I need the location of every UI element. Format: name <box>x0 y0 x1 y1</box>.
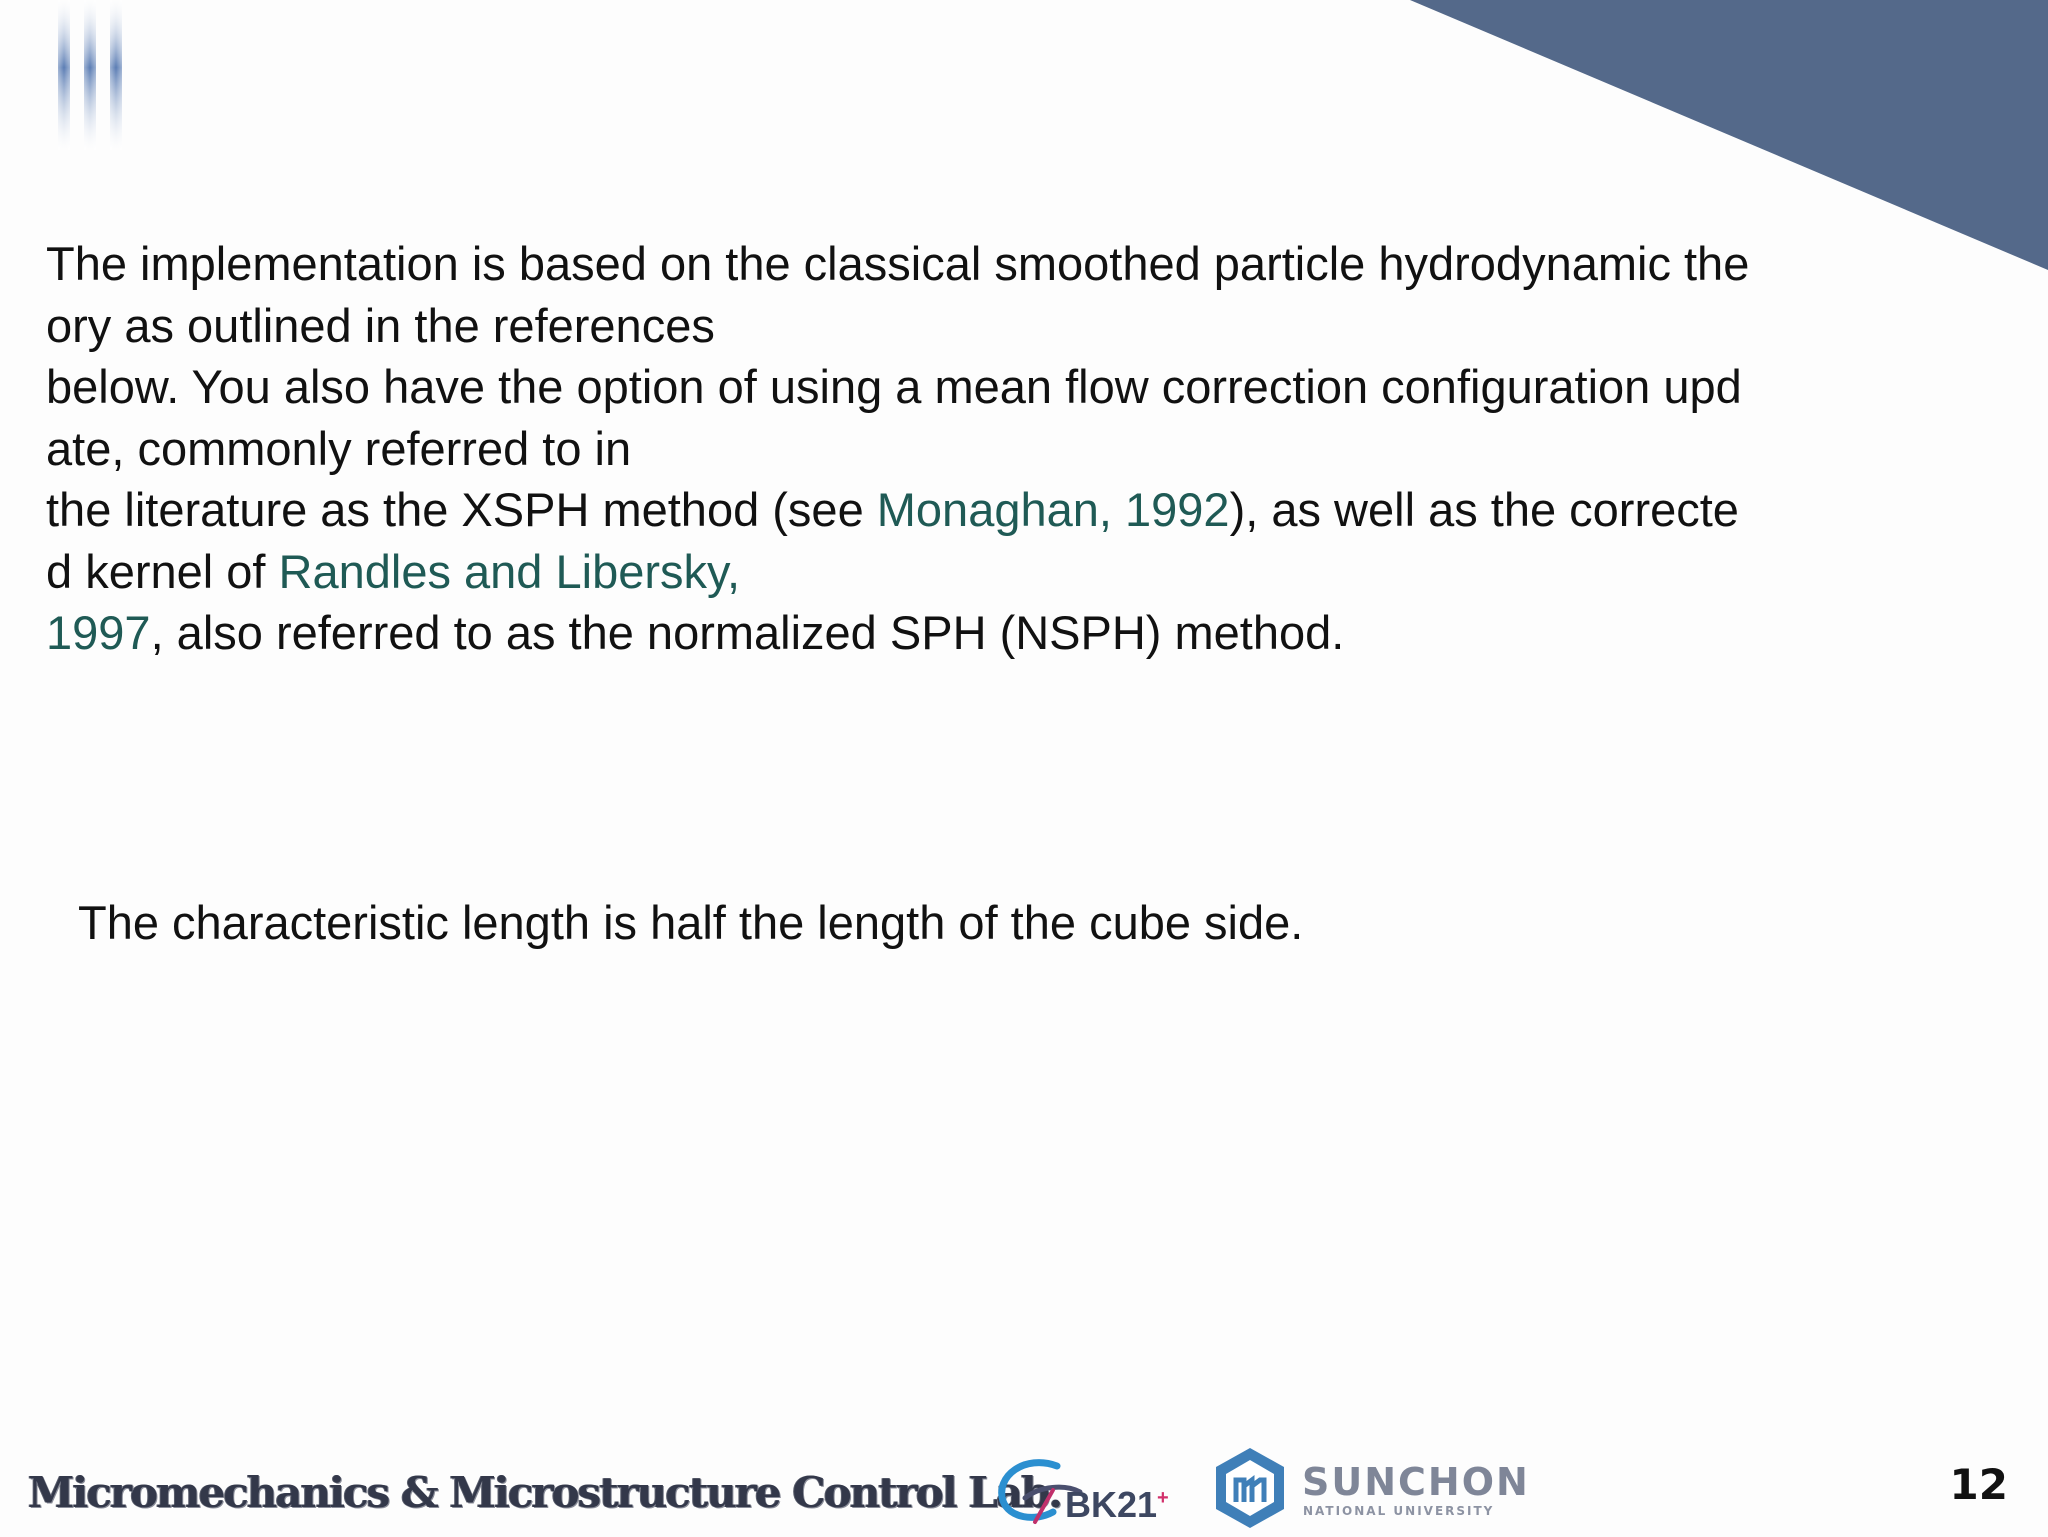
corner-triangle <box>1410 0 2048 270</box>
paragraph-line-2: ory as outlined in the references <box>46 298 715 352</box>
bk21-text <box>1065 1484 1169 1526</box>
reference-link-randles-libersky[interactable]: Randles and Libersky, <box>278 544 741 598</box>
characteristic-length-note: The characteristic length is half the length of the cube side. <box>78 896 1304 949</box>
footer <box>0 1440 2048 1536</box>
reference-link-monaghan[interactable]: Monaghan, 1992 <box>876 483 1230 536</box>
university-name: SUNCHON <box>1302 1460 1530 1504</box>
paragraph-line-1: The implementation is based on the classical smoothed particle hydrodynamic the <box>46 237 1750 290</box>
paragraph-line-5 <box>46 483 1739 536</box>
paragraph-line-7 <box>46 606 1344 659</box>
line-5-text-start: the literature as the XSPH method (see <box>46 483 877 536</box>
sunchon-university-emblem-icon <box>1212 1446 1288 1530</box>
line-5-text-end: ), as well as the correcte <box>1229 483 1739 536</box>
bk21-label: BK21 <box>1065 1484 1158 1525</box>
university-subtitle: NATIONAL UNIVERSITY <box>1303 1504 1495 1518</box>
bk21-plus: + <box>1157 1487 1169 1509</box>
paragraph-line-6 <box>46 545 740 598</box>
paragraph-line-4: ate, commonly referred to in <box>46 421 632 475</box>
line-7-text-end: , also referred to as the normalized SPH (NSPH) method. <box>150 606 1345 659</box>
corner-decoration <box>0 0 2048 270</box>
paragraph-line-3: below. You also have the option of using a mean flow correction configuration upd <box>46 360 1742 413</box>
main-paragraph <box>46 233 1926 664</box>
title-bars-decoration <box>58 0 130 150</box>
page-number: 12 <box>1949 1460 2008 1509</box>
bk21-logo <box>995 1446 1175 1532</box>
lab-name: Micromechanics & Microstructure Control Lab. <box>28 1468 1062 1517</box>
reference-link-year-1997[interactable]: 1997 <box>46 606 151 659</box>
line-6-text-start: d kernel of <box>46 544 279 598</box>
